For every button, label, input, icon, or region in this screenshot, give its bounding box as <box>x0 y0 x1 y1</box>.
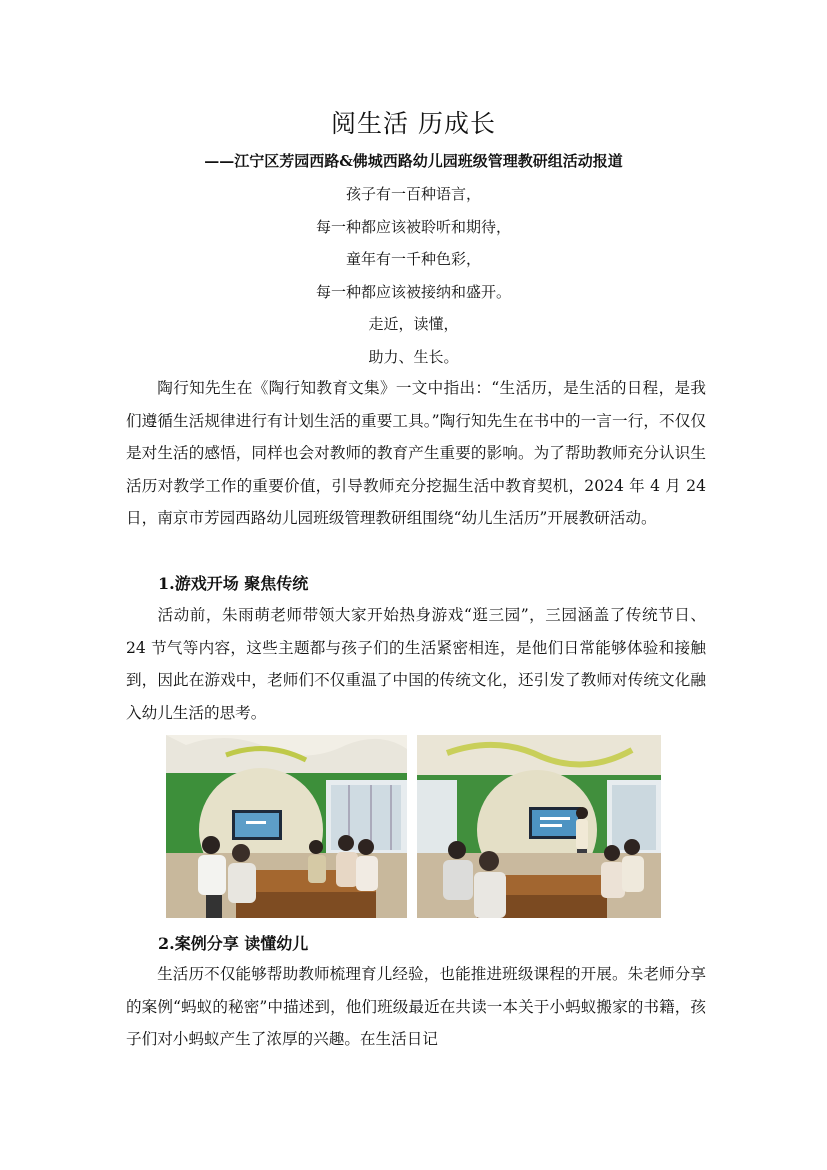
page-title: 阅生活 历成长 <box>331 109 496 138</box>
poem-line: 孩子有一百种语言， <box>345 185 481 203</box>
section-2-text: 生活历不仅能够帮助教师梳理育儿经验，也能推进班级课程的开展。朱老师分享的案例“蚂蚁的秘密”中描述到，他们班级最近在共读一本关于小蚂蚁搬家的书籍，孩子们对小蚂蚁产生了浓厚的兴趣。在生活日记 <box>126 965 706 1048</box>
poem-line: 每一种都应该被聆听和期待， <box>315 217 511 236</box>
section-1-text: 活动前，朱雨萌老师带领大家开始热身游戏“逛三园”，三园涵盖了传统节日、24 节气等内容，这些主题都与孩子们的生活紧密相连，是他们日常能够体验和接触到，因此在游戏中，老师们不仅重温了中国的传统文化，还引发了教师对传统文化融入幼儿生活的思考。 <box>126 606 706 722</box>
page-subtitle: ——江宁区芳园西路&佛城西路幼儿园班级管理教研组活动报道 <box>204 152 623 170</box>
poem-line: 走近，读懂， <box>368 315 459 333</box>
intro-paragraph <box>126 372 706 535</box>
intro-text: 陶行知先生在《陶行知教育文集》一文中指出：“生活历，是生活的日程，是我们遵循生活规律进行有计划生活的重要工具。”陶行知先生在书中的一言一行，不仅仅是对生活的感悟，同样也会对教师的教育产生重要的影响。为了帮助教师充分认识生活历对教学工作的重要价值，引导教师充分挖掘生活中教育契机，2024 年 4 月 24 日，南京市芳园西路幼儿园班级管理教研组围绕“幼儿生活历”开展教研活动。 <box>126 379 706 527</box>
section-1-heading: 1.游戏开场 聚焦传统 <box>158 574 309 593</box>
poem-line: 助力、生长。 <box>368 347 459 366</box>
section-2-paragraph <box>126 958 706 1056</box>
poem <box>0 178 827 373</box>
activity-photo-left <box>166 735 407 918</box>
section-2-heading: 2.案例分享 读懂幼儿 <box>158 934 309 953</box>
section-1-paragraph <box>126 599 706 729</box>
poem-line: 童年有一千种色彩， <box>345 250 481 268</box>
poem-line: 每一种都应该被接纳和盛开。 <box>315 282 511 301</box>
activity-photo-right <box>417 735 661 918</box>
